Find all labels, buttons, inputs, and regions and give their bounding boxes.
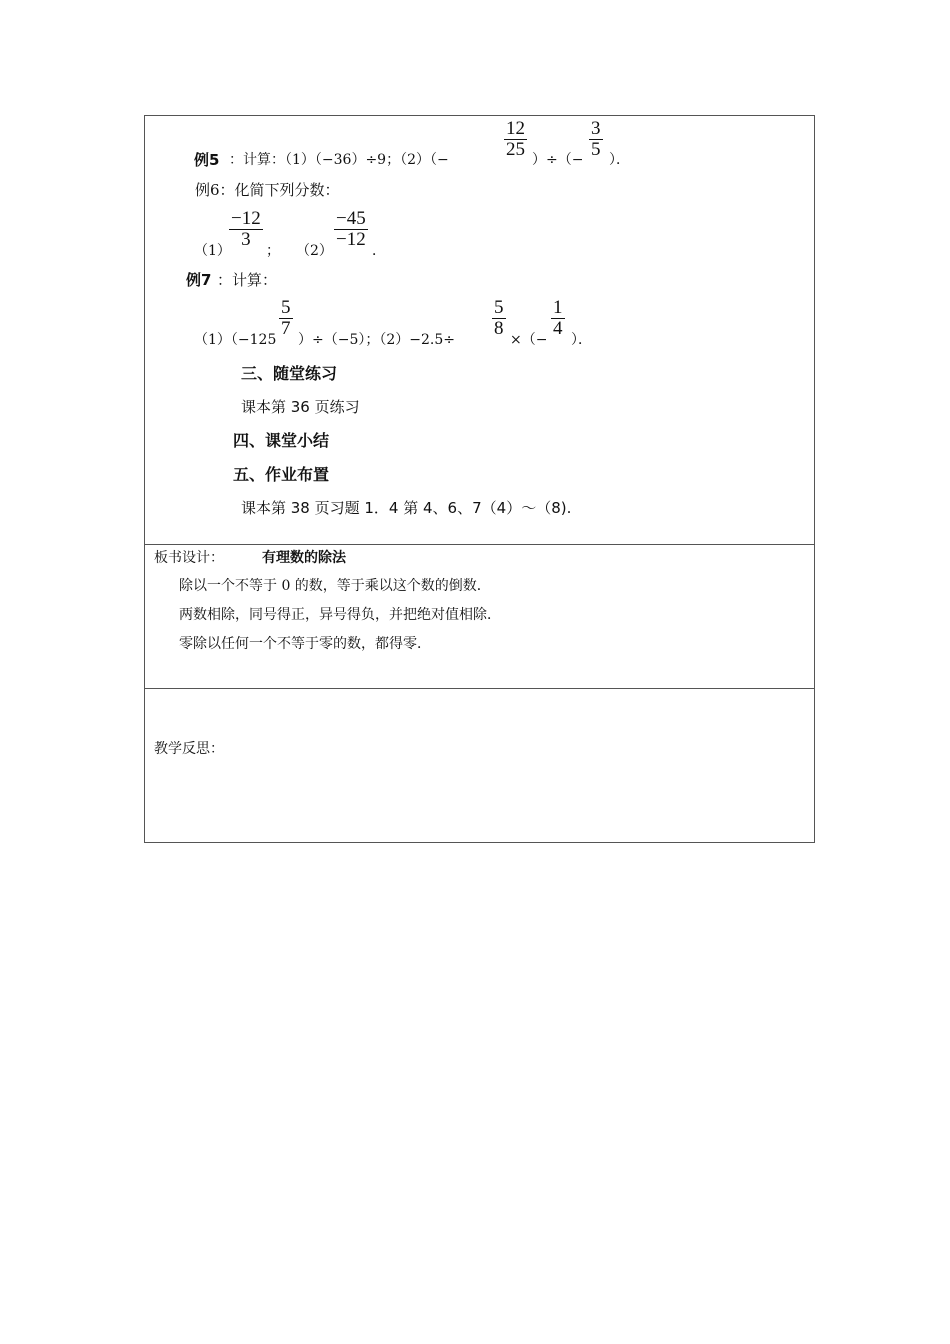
reflection-label: 教学反思： — [154, 741, 224, 757]
example-6-fraction-1: −12 3 — [231, 208, 261, 250]
example-7-end: ）． — [571, 332, 592, 348]
example-6-part-1: （1） — [194, 243, 231, 259]
example-6-part-2: （2） — [296, 243, 333, 259]
example-5-text-mid: ）÷（− — [532, 152, 584, 168]
example-5-fraction-2: 3 5 — [591, 118, 601, 160]
example-5-fraction-1: 12 25 — [506, 118, 525, 160]
example-7-part-1: （1）（−125 — [194, 332, 277, 348]
board-line-2: 两数相除，同号得正，异号得负，并把绝对值相除． — [179, 607, 501, 623]
board-line-1: 除以一个不等于 0 的数，等于乘以这个数的倒数． — [179, 578, 491, 594]
section-5-title: 五、作业布置 — [233, 465, 330, 484]
example-5-text-end: ）． — [609, 152, 630, 168]
example-6-separator: ； — [266, 243, 280, 259]
board-title: 有理数的除法 — [262, 550, 346, 566]
example-7-fraction-2: 5 8 — [494, 297, 504, 339]
example-6-fraction-2: −45 −12 — [336, 208, 366, 250]
board-label: 板书设计： — [154, 550, 224, 566]
example-7-label: 例7 — [186, 271, 212, 289]
section-3-title: 三、随堂练习 — [241, 364, 338, 383]
board-line-3: 零除以任何一个不等于零的数，都得零． — [179, 636, 431, 652]
section-4-title: 四、课堂小结 — [233, 431, 330, 450]
example-7-colon: ：计算： — [217, 271, 278, 289]
example-7-fraction-3: 1 4 — [553, 297, 563, 339]
example-5-text: ：计算：（1）（−36）÷9；（2）（− — [229, 152, 449, 168]
example-5-label: 例5 — [194, 151, 220, 169]
example-6-end: ． — [372, 243, 386, 259]
example-7-times: ×（− — [510, 332, 548, 348]
row-divider-2 — [144, 688, 815, 689]
example-7-text-mid: ）÷（−5）；（2）−2.5÷ — [298, 332, 456, 348]
row-divider-1 — [144, 544, 815, 545]
section-3-body: 课本第 36 页练习 — [241, 398, 360, 416]
example-7-fraction-1: 5 7 — [281, 297, 291, 339]
section-5-body: 课本第 38 页习题 1．4 第 4、6、7（4）～（8). — [241, 499, 572, 517]
example-6-label: 例6：化简下列分数： — [195, 181, 340, 199]
